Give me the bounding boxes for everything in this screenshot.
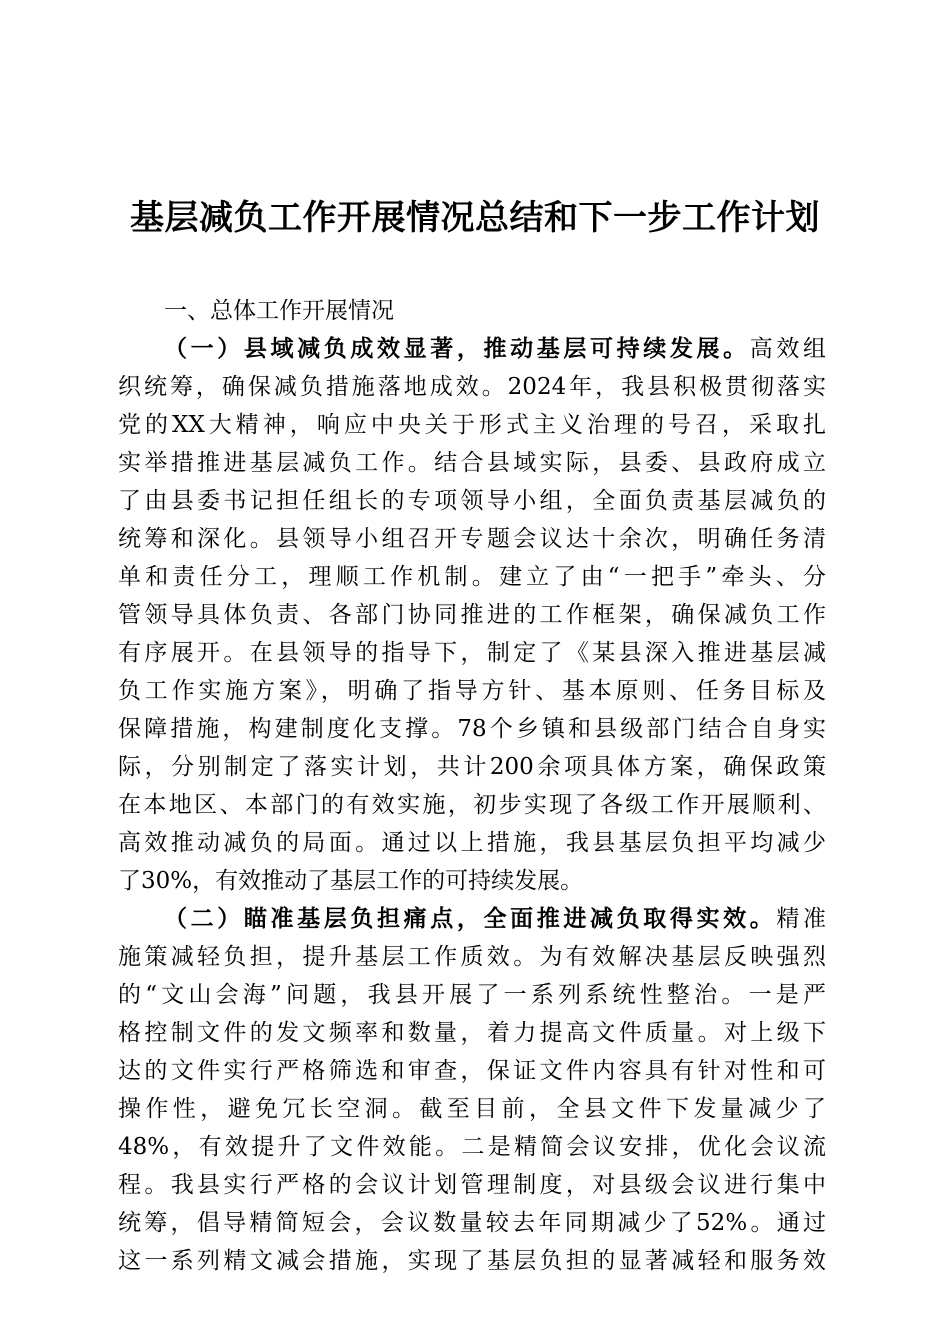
paragraph-text: 高效组 <box>749 336 826 362</box>
paragraph-line: 单和责任分工，理顺工作机制。建立了由“一把手”牵头、分 <box>118 564 826 590</box>
paragraph-line: 48%，有效提升了文件效能。二是精简会议安排，优化会议流 <box>118 1134 826 1160</box>
paragraph-line: 统筹和深化。县领导小组召开专题会议达十余次，明确任务清 <box>118 526 826 552</box>
paragraph-line: 际，分别制定了落实计划，共计200余项具体方案，确保政策 <box>118 754 826 780</box>
paragraph-line: 实举措推进基层减负工作。结合县域实际，县委、县政府成立 <box>118 450 826 476</box>
paragraph-line: 的“文山会海”问题，我县开展了一系列系统性整治。一是严 <box>118 982 826 1008</box>
paragraph-line: 有序展开。在县领导的指导下，制定了《某县深入推进基层减 <box>118 640 826 666</box>
document-body <box>118 292 826 1280</box>
paragraph-line: 程。我县实行严格的会议计划管理制度，对县级会议进行集中 <box>118 1172 826 1198</box>
paragraph-line: 了由县委书记担任组长的专项领导小组，全面负责基层减负的 <box>118 488 826 514</box>
paragraph-line: 管领导具体负责、各部门协同推进的工作框架，确保减负工作 <box>118 602 826 628</box>
section-heading: 一、总体工作开展情况 <box>164 298 394 324</box>
paragraph-line: 了30%，有效推动了基层工作的可持续发展。 <box>118 868 584 894</box>
paragraph-lead: （二）瞄准基层负担痛点，全面推进减负取得实效。 <box>164 905 777 932</box>
paragraph-line: 高效推动减负的局面。通过以上措施，我县基层负担平均减少 <box>118 830 826 856</box>
paragraph-line: 格控制文件的发文频率和数量，着力提高文件质量。对上级下 <box>118 1020 826 1046</box>
paragraph-line: 织统筹，确保减负措施落地成效。2024年，我县积极贯彻落实 <box>118 374 826 400</box>
paragraph-line: 操作性，避免冗长空洞。截至目前，全县文件下发量减少了 <box>118 1096 826 1122</box>
paragraph-line: 党的XX大精神，响应中央关于形式主义治理的号召，采取扎 <box>118 412 826 438</box>
paragraph-lead: （一）县域减负成效显著，推动基层可持续发展。 <box>164 335 750 362</box>
paragraph-line: 在本地区、本部门的有效实施，初步实现了各级工作开展顺利、 <box>118 792 826 818</box>
paragraph-line: 施策减轻负担，提升基层工作质效。为有效解决基层反映强烈 <box>118 944 826 970</box>
document-title: 基层减负工作开展情况总结和下一步工作计划 <box>130 198 820 238</box>
paragraph-line: 达的文件实行严格筛选和审查，保证文件内容具有针对性和可 <box>118 1058 826 1084</box>
paragraph-text: 精准 <box>776 906 826 932</box>
paragraph-line: 统筹，倡导精简短会，会议数量较去年同期减少了52%。通过 <box>118 1210 826 1236</box>
paragraph-line <box>118 330 826 368</box>
paragraph-line: 负工作实施方案》，明确了指导方针、基本原则、任务目标及 <box>118 678 826 704</box>
paragraph-line: 这一系列精文减会措施，实现了基层负担的显著减轻和服务效 <box>118 1248 826 1274</box>
paragraph-line <box>118 900 826 938</box>
paragraph-line: 保障措施，构建制度化支撑。78个乡镇和县级部门结合自身实 <box>118 716 826 742</box>
